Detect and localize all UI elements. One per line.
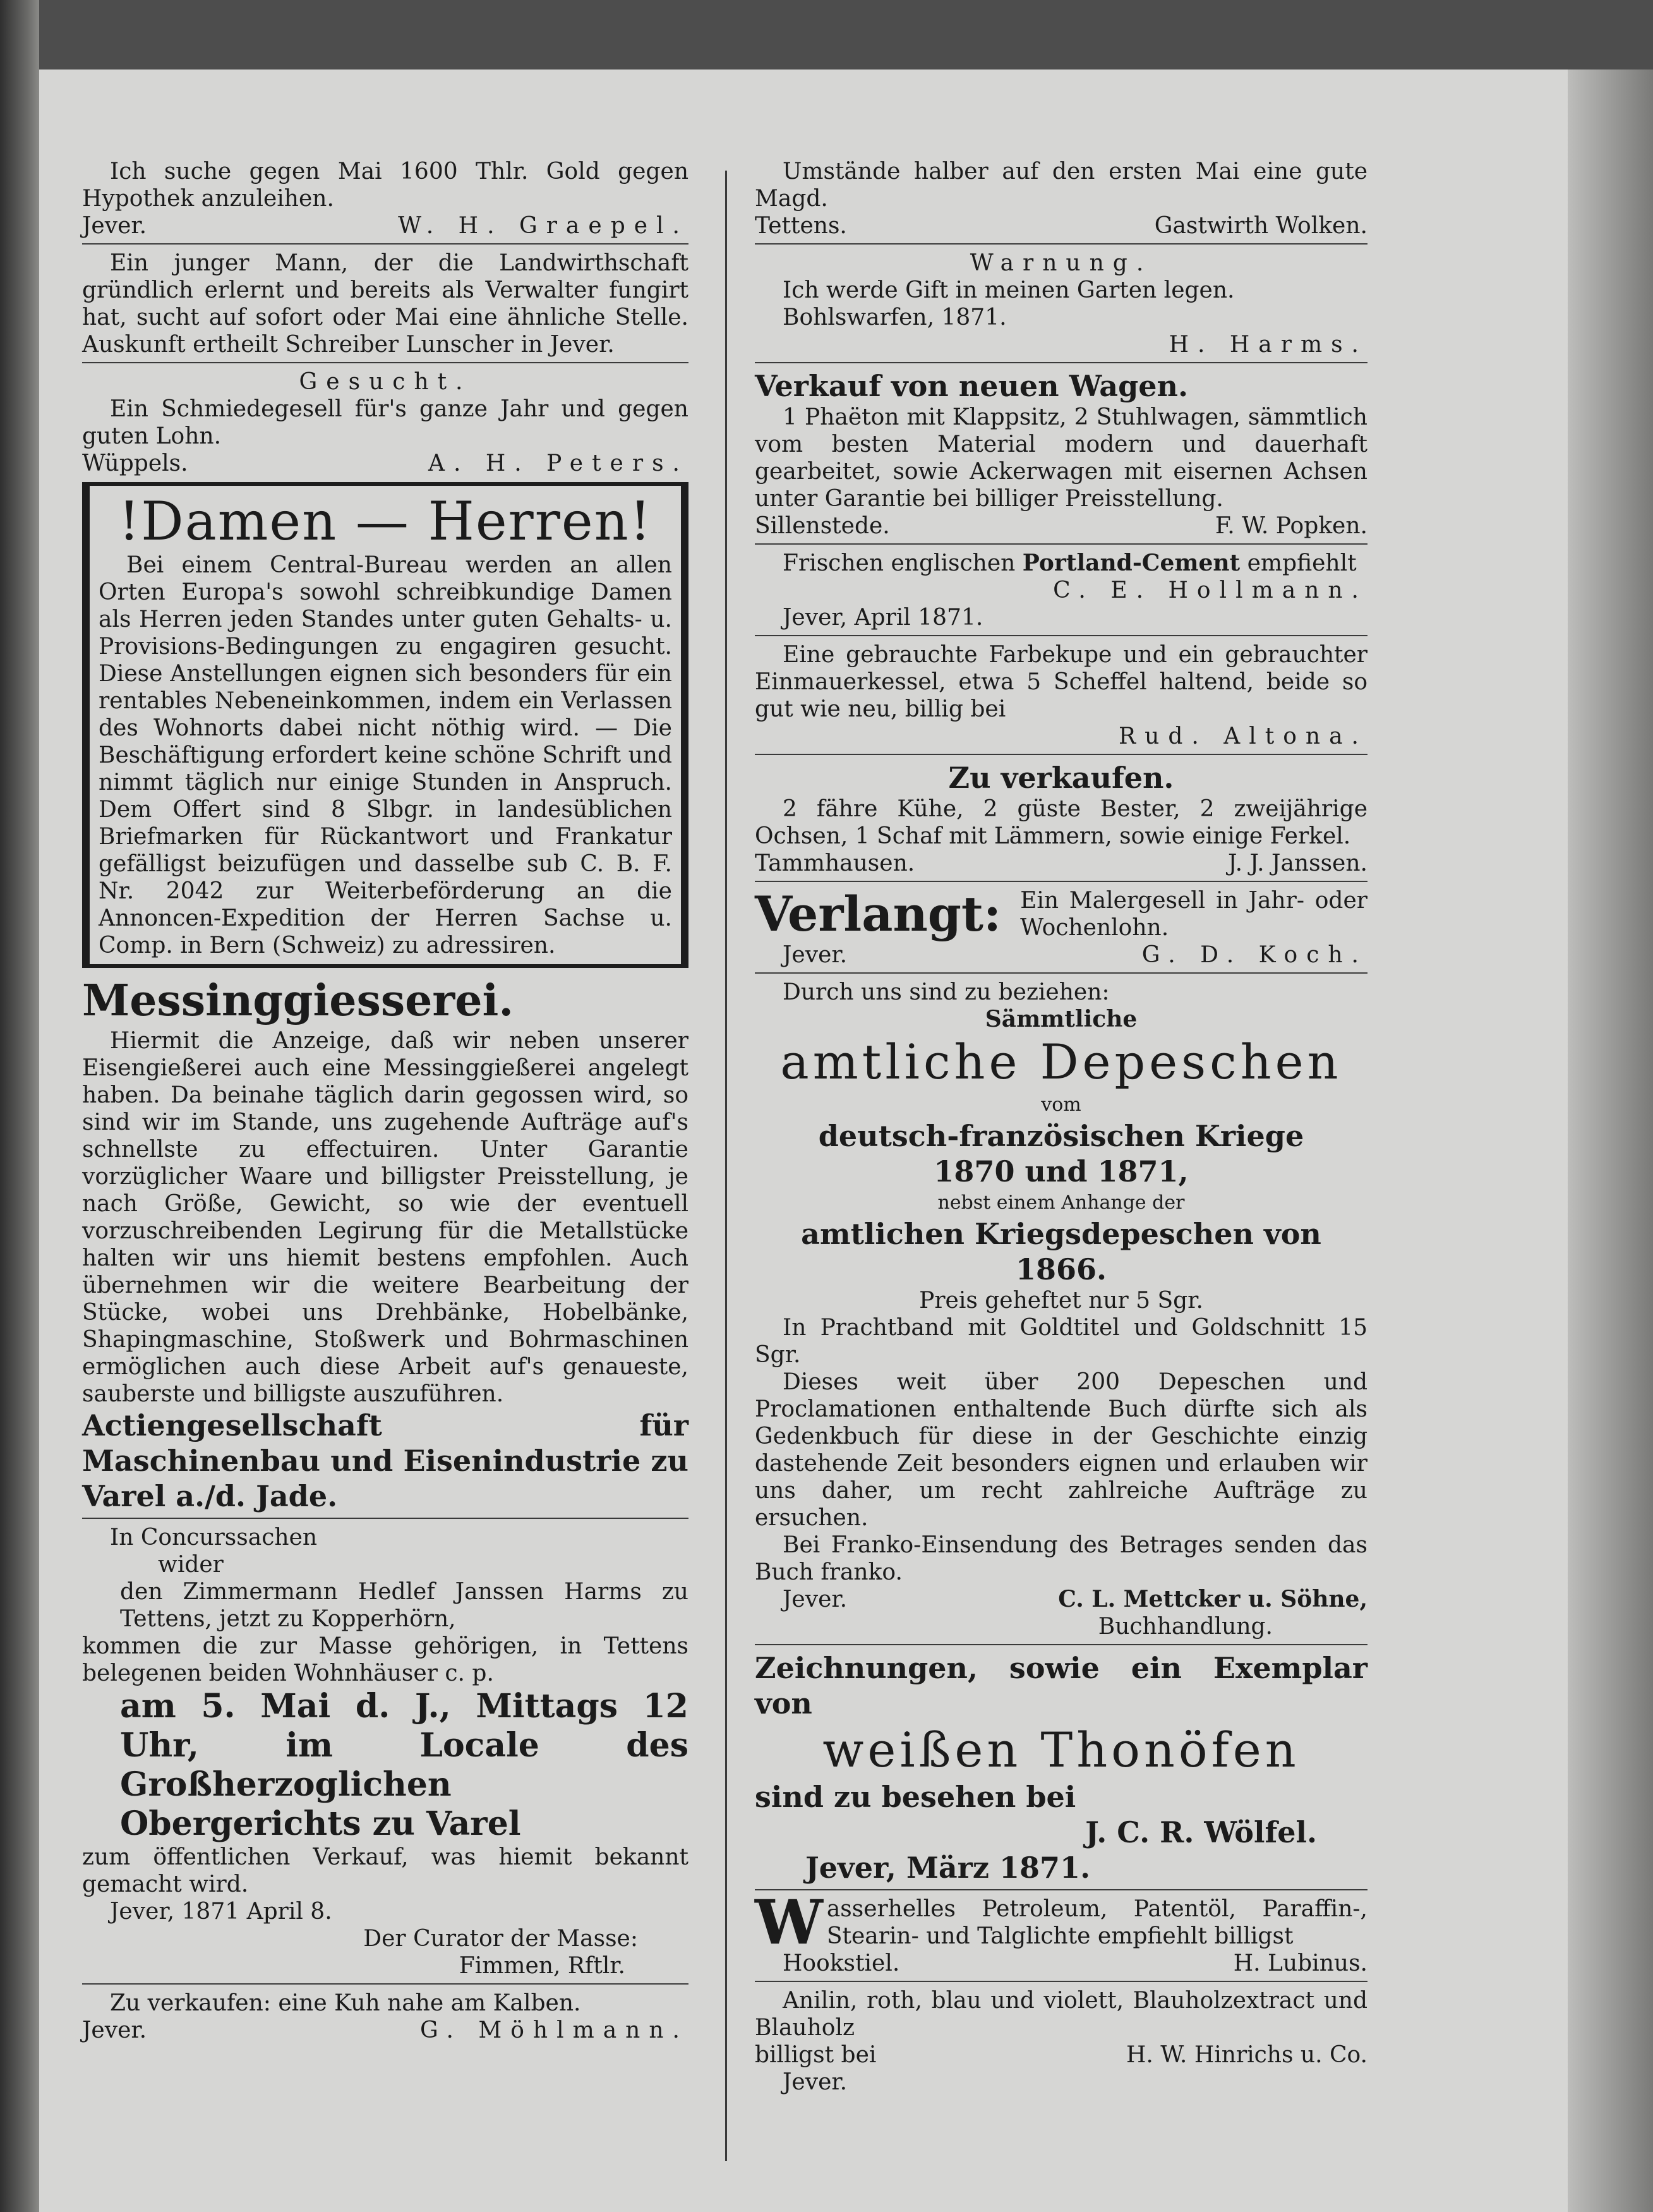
ad-farbekupe (755, 641, 1367, 750)
ad-gesucht (82, 368, 688, 477)
right-column (755, 158, 1367, 2100)
ad-verwalter (82, 250, 688, 358)
separator (755, 972, 1367, 974)
ad-concurssachen (82, 1524, 688, 1979)
ad-text: Dieses weit über 200 Depeschen und Proclamationen enthaltende Buch dürfte sich als Gedenkbuch für diese in der Geschichte einzig dastehende Zeit besonders eignen und erlauben wir uns daher, um recht zahlreiche Aufträge zu ersuchen. (755, 1369, 1367, 1531)
ad-title: amtliche Depeschen (780, 1034, 1342, 1090)
ad-date: Jever, 1871 April 8. (110, 1899, 332, 1925)
ad-place: Jever. (783, 1586, 848, 1612)
ad-signature: A. H. Peters. (428, 450, 688, 476)
separator (82, 243, 688, 245)
ad-place: Sillenstede. (755, 513, 890, 539)
separator (755, 243, 1367, 245)
ad-text: Eine gebrauchte Farbekupe und ein gebrauchter Einmauerkessel, etwa 5 Scheffel haltend, beide so gut wie neu, billig bei (755, 642, 1367, 722)
left-column (82, 158, 688, 2048)
ad-title: Warnung. (970, 250, 1153, 276)
separator (755, 1644, 1367, 1645)
ad-text: Ein junger Mann, der die Landwirthschaft gründlich erlernt und bereits als Verwalter fungirt hat, sucht auf sofort oder Mai eine ähnliche Stelle. Auskunft ertheilt Schreiber Lunscher in Jever. (82, 250, 688, 358)
separator (755, 1981, 1367, 1982)
separator (755, 881, 1367, 882)
ad-line: 1870 und 1871, (934, 1154, 1189, 1188)
ad-text: Ich werde Gift in meinen Garten legen. (783, 277, 1235, 303)
ad-line: Sämmtliche (985, 1006, 1138, 1032)
ad-signature: Gastwirth Wolken. (1154, 213, 1367, 239)
ad-verlangt (755, 887, 1367, 969)
ad-place: Bohlswarfen, 1871. (783, 305, 1007, 330)
ad-intro: Durch uns sind zu beziehen: (783, 979, 1110, 1005)
ad-signature: Rud. Altona. (1119, 723, 1367, 749)
ad-text: 2 fähre Kühe, 2 güste Bester, 2 zweijährige Ochsen, 1 Schaf mit Lämmern, sowie einige Ferkel. (755, 796, 1367, 849)
ad-title: Verlangt: (755, 886, 1002, 942)
ad-cement (755, 550, 1367, 631)
ad-text: Bei einem Central-Bureau werden an allen Orten Europa's sowohl schreibkundige Damen als Herren jeden Standes unter guten Gehalts- u. Provisions-Bedingungen zu engagiren gesucht. Diese Anstellungen eignen sich besonders für ein rentables Nebeneinkommen, indem ein Verlassen des Wohnorts dabei nicht nöthig wird. — Die Beschäftigung erfordert keine schöne Schrift und nimmt täglich nur einige Stunden in Anspruch. Dem Offert sind 8 Slbgr. in landesüblichen Briefmarken für Rückantwort und Frankatur gefälligst beizufügen und dasselbe sub C. B. F. Nr. 2042 zur Weiterbeförderung an die Annoncen-Expedition der Herren Sachse u. Comp. in Bern (Schweiz) zu adressiren. (99, 552, 672, 958)
ad-text: billigst bei (755, 2042, 877, 2068)
ad-text: Ein Malergesell in Jahr- oder Wochenlohn. (1020, 888, 1367, 941)
ad-text: empfiehlt (1247, 550, 1357, 576)
ad-kuh (82, 1990, 688, 2044)
ad-place: Tammhausen. (755, 850, 915, 876)
ad-wagen (755, 368, 1367, 540)
separator (755, 635, 1367, 636)
ad-text: Bei Franko-Einsendung des Betrages senden das Buch franko. (755, 1532, 1367, 1585)
ad-date: Jever, März 1871. (805, 1851, 1091, 1885)
separator (755, 543, 1367, 545)
ad-line: wider (158, 1552, 224, 1578)
ad-line: sind zu besehen bei (755, 1780, 1076, 1814)
ad-graepel (82, 158, 688, 239)
ad-subsignature: Buchhandlung. (1098, 1614, 1273, 1640)
ad-depeschen (755, 979, 1367, 1640)
ad-signature: Fimmen, Rftlr. (459, 1953, 625, 1979)
ad-title: Messinggiesserei. (82, 976, 514, 1026)
ad-anilin (755, 1987, 1367, 2096)
ad-price: Preis geheftet nur 5 Sgr. (919, 1288, 1203, 1314)
ad-place: Tettens. (755, 213, 847, 239)
ad-line: zum öffentlichen Verkauf, was hiemit bekannt gemacht wird. (82, 1844, 688, 1897)
ad-text: 1 Phaëton mit Klappsitz, 2 Stuhlwagen, sämmtlich vom besten Material modern und dauerhaft gearbeitet, sowie Ackerwagen mit eisernen Achsen unter Garantie bei billiger Preisstellung. (755, 404, 1367, 512)
ad-signature: Der Curator der Masse: (363, 1926, 638, 1952)
ad-price: In Prachtband mit Goldtitel und Goldschnitt 15 Sgr. (755, 1315, 1367, 1368)
ad-messinggiesserei (82, 974, 688, 1514)
separator (755, 362, 1367, 363)
ad-title: Zu verkaufen. (948, 761, 1174, 795)
separator (755, 1889, 1367, 1890)
ad-line: nebst einem Anhange der (937, 1192, 1185, 1214)
ad-text: Umstände halber auf den ersten Mai eine gute Magd. (755, 159, 1367, 212)
ad-damen-herren (82, 482, 688, 968)
ad-signature: F. W. Popken. (1215, 513, 1367, 539)
separator (82, 1518, 688, 1519)
ad-signature: C. E. Hollmann. (1053, 577, 1367, 603)
ad-signature: H. W. Hinrichs u. Co. (1126, 2042, 1367, 2068)
ad-signature: C. L. Mettcker u. Söhne, (1058, 1586, 1367, 1612)
ad-title: weißen Thonöfen (822, 1722, 1300, 1778)
ad-magd (755, 158, 1367, 239)
ad-place: Jever. (82, 2017, 147, 2043)
ad-date: Jever, April 1871. (783, 605, 983, 631)
ad-zu-verkaufen (755, 760, 1367, 877)
separator (82, 1983, 688, 1985)
ad-signature: H. Lubinus. (1233, 1950, 1367, 1976)
ad-text: Anilin, roth, blau und violett, Blauholzextract und Blauholz (755, 1988, 1367, 2041)
ad-line: amtlichen Kriegsdepeschen von 1866. (801, 1217, 1321, 1286)
ad-place: Hookstiel. (783, 1950, 900, 1976)
ad-line: In Concurssachen (110, 1525, 318, 1550)
ad-title: Verkauf von neuen Wagen. (755, 369, 1189, 403)
ad-warnung (755, 250, 1367, 358)
ad-line: den Zimmermann Hedlef Janssen Harms zu Tettens, jetzt zu Kopperhörn, (120, 1579, 688, 1632)
ad-line: Zeichnungen, sowie ein Exemplar von (755, 1651, 1367, 1720)
ad-text: Ein Schmiedegesell für's ganze Jahr und gegen guten Lohn. (82, 396, 688, 449)
separator (82, 362, 688, 363)
ad-line: kommen die zur Masse gehörigen, in Tettens belegenen beiden Wohnhäuser c. p. (82, 1633, 688, 1686)
ad-text: Zu verkaufen: eine Kuh nahe am Kalben. (110, 1990, 581, 2016)
ad-signature: G. Möhlmann. (419, 2017, 688, 2043)
ad-place: Jever. (783, 2069, 848, 2095)
ad-thonoefen (755, 1650, 1367, 1885)
ad-line: deutsch-französischen Kriege (818, 1119, 1304, 1153)
ad-text: asserhelles Petroleum, Patentöl, Paraffin-, Stearin- und Talglichte empfiehlt billigst (826, 1896, 1367, 1949)
ad-signature: J. C. R. Wölfel. (1085, 1815, 1317, 1849)
separator (755, 754, 1367, 755)
ad-text: Frischen englischen (783, 550, 1016, 576)
ad-firm: Actiengesellschaft für Maschinenbau und Eisenindustrie zu Varel a./d. Jade. (82, 1408, 688, 1513)
column-divider (725, 171, 727, 2161)
ad-text: Hiermit die Anzeige, daß wir neben unserer Eisengießerei auch eine Messinggießerei angelegt haben. Da beinahe täglich darin gegossen wird, so sind wir im Stande, uns zugehende Aufträge auf's schnellste zu effectuiren. Unter Garantie vorzüglicher Waare und billigster Preisstellung, je nach Größe, Gewicht, so wie der eventuell vorzuschreibenden Legirung für die Metallstücke halten wir uns hiemit bestens empfohlen. Auch übernehmen wir die weitere Bearbeitung der Stücke, wobei uns Drehbänke, Hobelbänke, Shapingmaschine, Stoßwerk und Bohrmaschinen ermöglichen auch diese Arbeit auf's genaueste, sauberste und billigste auszuführen. (82, 1028, 688, 1407)
ad-dropcap: W (755, 1887, 823, 1958)
ad-signature: W. H. Graepel. (398, 213, 688, 239)
ad-title: Gesucht. (299, 369, 472, 395)
ad-text: Ich suche gegen Mai 1600 Thlr. Gold gegen Hypothek anzuleihen. (82, 159, 688, 212)
ad-petroleum (755, 1887, 1367, 1977)
ad-place: Jever. (82, 213, 147, 239)
ad-title: !Damen — Herren! (118, 490, 652, 552)
ad-auction-date: am 5. Mai d. J., Mittags 12 Uhr, im Locale des Großherzoglichen Obergerichts zu Varel (120, 1687, 688, 1843)
ad-product: Portland-Cement (1022, 550, 1241, 576)
ad-line: vom (1041, 1094, 1081, 1116)
book-spine (0, 0, 39, 2212)
page-edge (1568, 70, 1653, 2212)
ad-signature: H. Harms. (1169, 332, 1367, 358)
ad-place: Wüppels. (82, 450, 188, 476)
ad-signature: J. J. Janssen. (1227, 850, 1367, 876)
ad-place: Jever. (783, 942, 848, 968)
ad-signature: G. D. Koch. (1141, 942, 1367, 968)
